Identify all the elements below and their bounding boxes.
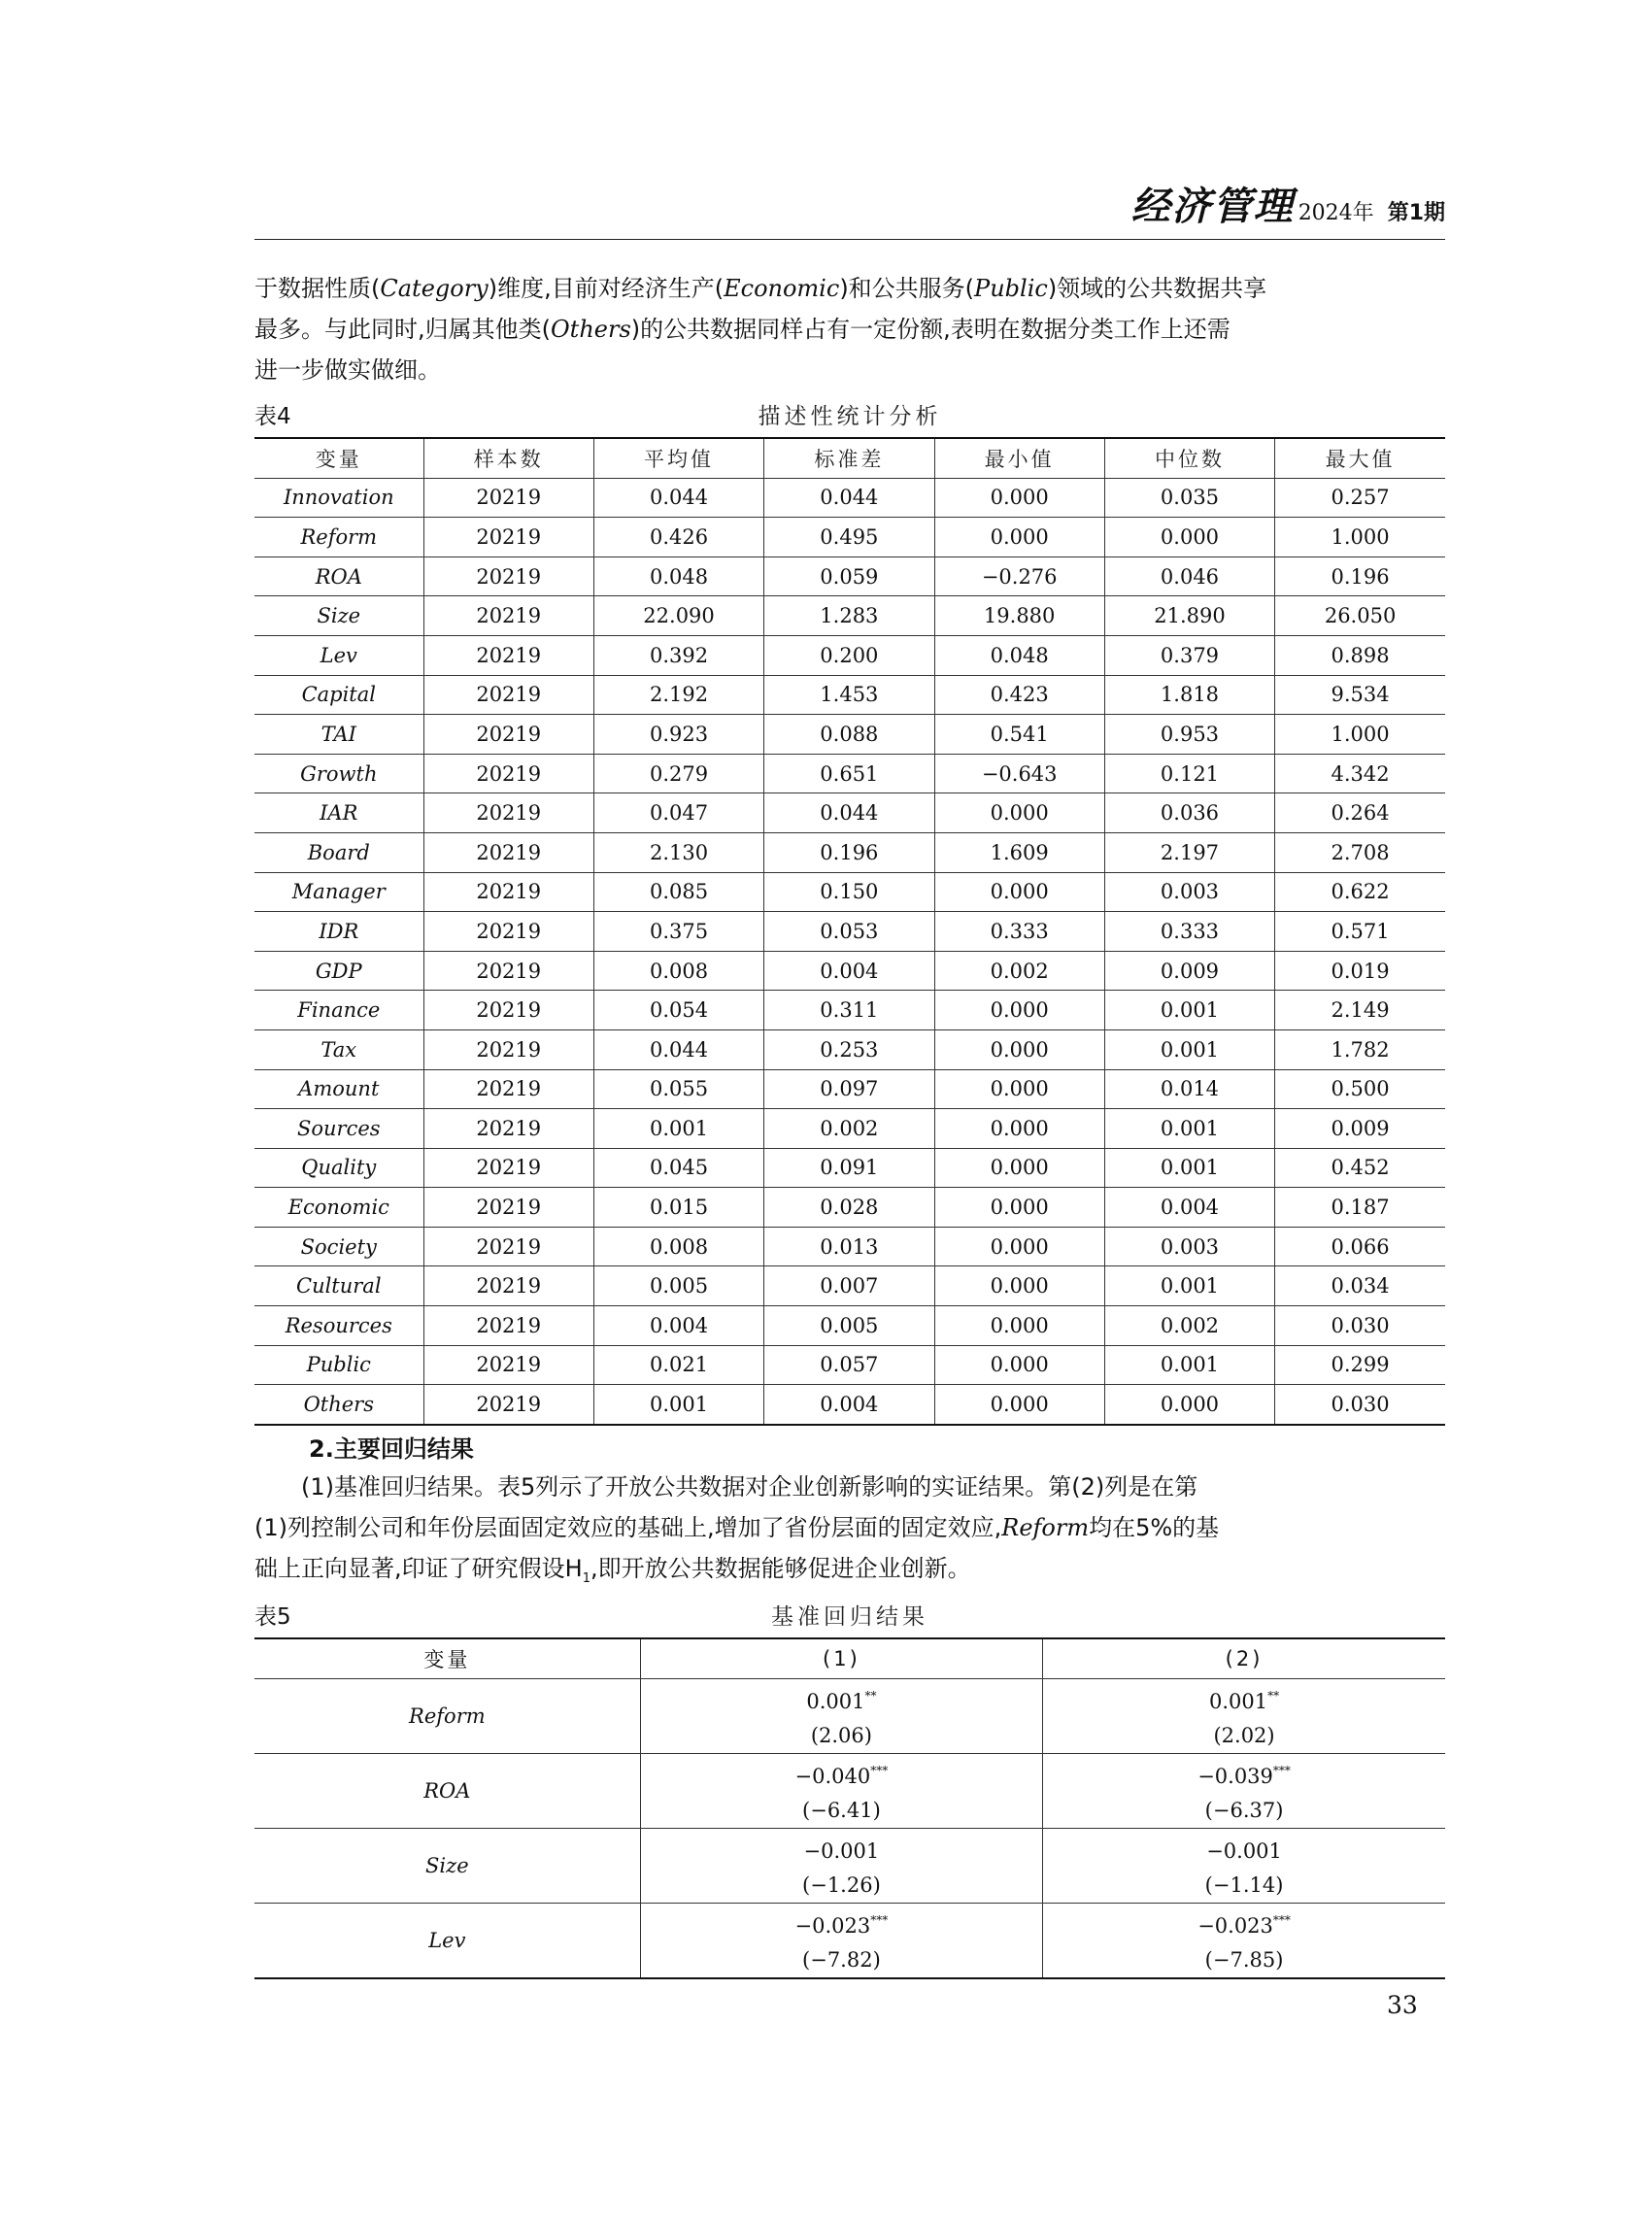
table-cell: 0.898 xyxy=(1275,635,1445,675)
table-cell: 20219 xyxy=(423,754,593,793)
coefficient-cell xyxy=(640,1829,1042,1904)
table-row xyxy=(254,635,1445,675)
text-line: (1)基准回归结果。表5列示了开放公共数据对企业创新影响的实证结果。第(2)列是在第 xyxy=(301,1473,1198,1501)
table-cell: 0.054 xyxy=(593,991,763,1030)
table-cell: 0.019 xyxy=(1275,951,1445,991)
table-row xyxy=(254,556,1445,596)
variable-name-cell: Growth xyxy=(254,754,423,793)
table-cell: 0.000 xyxy=(934,1069,1104,1109)
variable-name-cell: Reform xyxy=(254,518,423,557)
table-row xyxy=(254,793,1445,833)
table-cell: 0.044 xyxy=(593,1029,763,1069)
table4-caption xyxy=(254,398,1445,433)
variable-name-cell: Lev xyxy=(254,1904,640,1979)
table-cell: 20219 xyxy=(423,872,593,912)
coefficient-value: −0.001 xyxy=(803,1839,880,1863)
table-cell: 0.030 xyxy=(1275,1306,1445,1346)
table-cell: 1.782 xyxy=(1275,1029,1445,1069)
journal-name: 经济管理 xyxy=(1130,185,1295,229)
table-cell: 20219 xyxy=(423,1029,593,1069)
table-cell: 26.050 xyxy=(1275,596,1445,636)
t-statistic: (2.06) xyxy=(810,1724,872,1747)
table-row xyxy=(254,1385,1445,1425)
variable-name-cell: GDP xyxy=(254,951,423,991)
table-cell: 20219 xyxy=(423,951,593,991)
table-cell: 0.000 xyxy=(934,1029,1104,1069)
variable-name-cell: Size xyxy=(254,1829,640,1904)
table-row xyxy=(254,1109,1445,1149)
table-cell: 0.057 xyxy=(764,1345,934,1385)
variable-name-cell: Tax xyxy=(254,1029,423,1069)
paragraph-baseline-regression xyxy=(254,1467,1445,1600)
table-row xyxy=(254,1679,1445,1754)
table-cell: 0.013 xyxy=(764,1227,934,1266)
variable-name-cell: Cultural xyxy=(254,1266,423,1306)
table-cell: 0.008 xyxy=(593,1227,763,1266)
table-cell: 0.000 xyxy=(934,1227,1104,1266)
table-cell: 0.279 xyxy=(593,754,763,793)
table-cell: 0.379 xyxy=(1104,635,1274,675)
section-heading: 2.主要回归结果 xyxy=(309,1435,474,1463)
table-cell: 0.392 xyxy=(593,635,763,675)
variable-name-cell: Innovation xyxy=(254,478,423,518)
column-header: 标准差 xyxy=(764,438,934,478)
table-row xyxy=(254,912,1445,952)
table-cell: 0.000 xyxy=(934,872,1104,912)
t-statistic: (−7.82) xyxy=(802,1948,881,1972)
table-cell: 20219 xyxy=(423,715,593,755)
table-row xyxy=(254,1148,1445,1188)
table-cell: 0.053 xyxy=(764,912,934,952)
table-cell: 0.034 xyxy=(1275,1266,1445,1306)
table-cell: 20219 xyxy=(423,635,593,675)
table-cell: −0.643 xyxy=(934,754,1104,793)
table-cell: 0.004 xyxy=(764,1385,934,1425)
table-row xyxy=(254,518,1445,557)
table-cell: 0.000 xyxy=(1104,518,1274,557)
table-cell: 0.001 xyxy=(593,1385,763,1425)
table-cell: 0.622 xyxy=(1275,872,1445,912)
table-cell: 0.097 xyxy=(764,1069,934,1109)
table-cell: 20219 xyxy=(423,1069,593,1109)
table-cell: 0.004 xyxy=(764,951,934,991)
significance-stars: *** xyxy=(870,1764,889,1777)
table-row xyxy=(254,1904,1445,1979)
t-statistic: (−7.85) xyxy=(1204,1948,1284,1972)
table-row xyxy=(254,596,1445,636)
table-cell: 0.299 xyxy=(1275,1345,1445,1385)
table-cell: 0.121 xyxy=(1104,754,1274,793)
coefficient-cell xyxy=(1043,1754,1445,1829)
table-cell: 0.571 xyxy=(1275,912,1445,952)
table-cell: 0.044 xyxy=(764,793,934,833)
table-row xyxy=(254,832,1445,872)
column-header: 最大值 xyxy=(1275,438,1445,478)
column-header: 样本数 xyxy=(423,438,593,478)
table-row xyxy=(254,1029,1445,1069)
table-cell: 20219 xyxy=(423,478,593,518)
text-line: 最多。与此同时,归属其他类(Others)的公共数据同样占有一定份额,表明在数据分类工作上还需 xyxy=(254,316,1231,343)
variable-name-cell: IAR xyxy=(254,793,423,833)
table-cell: 2.708 xyxy=(1275,832,1445,872)
table-cell: 0.253 xyxy=(764,1029,934,1069)
table-cell: 0.000 xyxy=(934,991,1104,1030)
table-cell: 0.003 xyxy=(1104,872,1274,912)
table-cell: 20219 xyxy=(423,1148,593,1188)
variable-name-cell: Economic xyxy=(254,1188,423,1228)
column-header: (2) xyxy=(1043,1638,1445,1679)
coefficient-cell xyxy=(640,1679,1042,1754)
table-cell: 0.001 xyxy=(1104,1266,1274,1306)
column-header: 最小值 xyxy=(934,438,1104,478)
table-cell: 0.333 xyxy=(1104,912,1274,952)
table-cell: 0.001 xyxy=(1104,1148,1274,1188)
table-cell: 20219 xyxy=(423,991,593,1030)
descriptive-statistics-table xyxy=(254,437,1445,1426)
t-statistic: (−6.41) xyxy=(802,1799,881,1822)
table-cell: 0.066 xyxy=(1275,1227,1445,1266)
page-number: 33 xyxy=(1387,1991,1418,2019)
table-cell: 0.002 xyxy=(934,951,1104,991)
table-cell: 0.000 xyxy=(1104,1385,1274,1425)
t-statistic: (−6.37) xyxy=(1204,1799,1284,1822)
table-cell: 0.500 xyxy=(1275,1069,1445,1109)
table-cell: 0.002 xyxy=(764,1109,934,1149)
table-cell: 0.923 xyxy=(593,715,763,755)
table-row xyxy=(254,1069,1445,1109)
table-cell: 0.005 xyxy=(593,1266,763,1306)
table-cell: 0.001 xyxy=(1104,991,1274,1030)
table-cell: 0.000 xyxy=(934,1345,1104,1385)
coefficient-cell xyxy=(1043,1679,1445,1754)
column-header: 中位数 xyxy=(1104,438,1274,478)
table-row xyxy=(254,1188,1445,1228)
table-cell: 0.004 xyxy=(593,1306,763,1346)
significance-stars: *** xyxy=(870,1913,889,1927)
column-header: 变量 xyxy=(254,438,423,478)
journal-title-block xyxy=(1131,176,1445,231)
variable-name-cell: Amount xyxy=(254,1069,423,1109)
table-cell: 0.004 xyxy=(1104,1188,1274,1228)
table-row xyxy=(254,715,1445,755)
table-cell: 0.007 xyxy=(764,1266,934,1306)
table-cell: 0.541 xyxy=(934,715,1104,755)
table-cell: 1.609 xyxy=(934,832,1104,872)
baseline-regression-table xyxy=(254,1637,1445,1979)
table-cell: 0.000 xyxy=(934,793,1104,833)
table-row xyxy=(254,951,1445,991)
table-cell: 0.000 xyxy=(934,1385,1104,1425)
table-cell: 0.048 xyxy=(934,635,1104,675)
table5-title: 基准回归结果 xyxy=(771,1604,928,1630)
variable-name-cell: Lev xyxy=(254,635,423,675)
t-statistic: (−1.14) xyxy=(1204,1873,1284,1897)
table-cell: 20219 xyxy=(423,1306,593,1346)
table-cell: 0.001 xyxy=(1104,1029,1274,1069)
table-cell: 0.009 xyxy=(1104,951,1274,991)
table-cell: 2.197 xyxy=(1104,832,1274,872)
variable-name-cell: TAI xyxy=(254,715,423,755)
table-cell: 20219 xyxy=(423,675,593,715)
table4-number: 表4 xyxy=(254,404,291,429)
table-cell: 0.008 xyxy=(593,951,763,991)
significance-stars: ** xyxy=(864,1689,877,1703)
table-cell: 0.015 xyxy=(593,1188,763,1228)
table-row xyxy=(254,1345,1445,1385)
table-cell: 0.000 xyxy=(934,478,1104,518)
table-cell: 0.423 xyxy=(934,675,1104,715)
column-header: 变量 xyxy=(254,1638,640,1679)
variable-name-cell: Others xyxy=(254,1385,423,1425)
table-header-row xyxy=(254,438,1445,478)
table-cell: 0.036 xyxy=(1104,793,1274,833)
text-line: 础上正向显著,印证了研究假设$H_1$,即开放公共数据能够促进企业创新。 xyxy=(254,1555,971,1586)
table-cell: 1.453 xyxy=(764,675,934,715)
t-statistic: (2.02) xyxy=(1213,1724,1275,1747)
table-cell: 0.001 xyxy=(1104,1345,1274,1385)
table-cell: 0.059 xyxy=(764,556,934,596)
table-cell: 0.055 xyxy=(593,1069,763,1109)
table-cell: 20219 xyxy=(423,832,593,872)
table-header-row xyxy=(254,1638,1445,1679)
variable-name-cell: Reform xyxy=(254,1679,640,1754)
table-cell: 0.426 xyxy=(593,518,763,557)
table-row xyxy=(254,675,1445,715)
journal-year: 2024年 xyxy=(1298,201,1374,225)
variable-name-cell: ROA xyxy=(254,1754,640,1829)
variable-name-cell: Quality xyxy=(254,1148,423,1188)
table-cell: 0.375 xyxy=(593,912,763,952)
table-cell: 0.030 xyxy=(1275,1385,1445,1425)
paragraph-data-category xyxy=(254,268,1445,390)
table-cell: 0.953 xyxy=(1104,715,1274,755)
table-row xyxy=(254,754,1445,793)
variable-name-cell: Size xyxy=(254,596,423,636)
table-cell: 2.192 xyxy=(593,675,763,715)
table-row xyxy=(254,1266,1445,1306)
running-header xyxy=(254,183,1445,240)
table-cell: 0.000 xyxy=(934,1266,1104,1306)
table-cell: 20219 xyxy=(423,556,593,596)
table-cell: 0.021 xyxy=(593,1345,763,1385)
table-cell: 0.196 xyxy=(1275,556,1445,596)
table-cell: 0.264 xyxy=(1275,793,1445,833)
table-cell: 1.818 xyxy=(1104,675,1274,715)
table-cell: 0.048 xyxy=(593,556,763,596)
text-line: 于数据性质(Category)维度,目前对经济生产(Economic)和公共服务(Public)领域的公共数据共享 xyxy=(254,275,1267,302)
variable-name-cell: Finance xyxy=(254,991,423,1030)
table-cell: 0.333 xyxy=(934,912,1104,952)
variable-name-cell: ROA xyxy=(254,556,423,596)
table-cell: 0.000 xyxy=(934,1306,1104,1346)
significance-stars: *** xyxy=(1272,1913,1291,1927)
variable-name-cell: Resources xyxy=(254,1306,423,1346)
table-row xyxy=(254,1227,1445,1266)
table-row xyxy=(254,1306,1445,1346)
table-cell: 0.091 xyxy=(764,1148,934,1188)
table-cell: 0.045 xyxy=(593,1148,763,1188)
table-cell: 0.150 xyxy=(764,872,934,912)
table-cell: 20219 xyxy=(423,1188,593,1228)
table-cell: 0.452 xyxy=(1275,1148,1445,1188)
table5-number: 表5 xyxy=(254,1604,291,1630)
table-cell: 1.000 xyxy=(1275,518,1445,557)
table-cell: 20219 xyxy=(423,1266,593,1306)
table-cell: 0.028 xyxy=(764,1188,934,1228)
table-cell: 9.534 xyxy=(1275,675,1445,715)
table-cell: 0.001 xyxy=(1104,1109,1274,1149)
significance-stars: *** xyxy=(1272,1764,1291,1777)
table-cell: 0.085 xyxy=(593,872,763,912)
table-cell: 0.495 xyxy=(764,518,934,557)
variable-name-cell: Society xyxy=(254,1227,423,1266)
table-cell: 1.000 xyxy=(1275,715,1445,755)
table-cell: 0.005 xyxy=(764,1306,934,1346)
coefficient-value: −0.040 xyxy=(794,1765,871,1788)
table-row xyxy=(254,478,1445,518)
variable-name-cell: Sources xyxy=(254,1109,423,1149)
t-statistic: (−1.26) xyxy=(802,1873,881,1897)
table-cell: 4.342 xyxy=(1275,754,1445,793)
table4-title: 描述性统计分析 xyxy=(758,404,942,429)
table-cell: 20219 xyxy=(423,518,593,557)
table-cell: 20219 xyxy=(423,1385,593,1425)
table-cell: 0.200 xyxy=(764,635,934,675)
variable-name-cell: IDR xyxy=(254,912,423,952)
table-row xyxy=(254,872,1445,912)
table-row xyxy=(254,1754,1445,1829)
journal-issue: 第1期 xyxy=(1387,201,1445,225)
table-cell: 2.149 xyxy=(1275,991,1445,1030)
table-cell: −0.276 xyxy=(934,556,1104,596)
table-cell: 20219 xyxy=(423,1345,593,1385)
coefficient-value: 0.001 xyxy=(806,1690,865,1713)
table-cell: 0.000 xyxy=(934,1188,1104,1228)
coefficient-value: 0.001 xyxy=(1208,1690,1268,1713)
table-cell: 0.088 xyxy=(764,715,934,755)
variable-name-cell: Manager xyxy=(254,872,423,912)
table-cell: 0.196 xyxy=(764,832,934,872)
significance-stars: ** xyxy=(1267,1689,1280,1703)
table-cell: 2.130 xyxy=(593,832,763,872)
table-cell: 0.014 xyxy=(1104,1069,1274,1109)
table5-caption xyxy=(254,1599,1445,1634)
table-cell: 0.002 xyxy=(1104,1306,1274,1346)
table-cell: 0.009 xyxy=(1275,1109,1445,1149)
coefficient-cell xyxy=(1043,1829,1445,1904)
coefficient-value: −0.039 xyxy=(1197,1765,1273,1788)
table-cell: 19.880 xyxy=(934,596,1104,636)
table-cell: 0.187 xyxy=(1275,1188,1445,1228)
table-cell: 20219 xyxy=(423,1109,593,1149)
text-line: 进一步做实做细。 xyxy=(254,356,441,384)
coefficient-value: −0.023 xyxy=(794,1914,871,1938)
variable-name-cell: Board xyxy=(254,832,423,872)
column-header: 平均值 xyxy=(593,438,763,478)
table-cell: 1.283 xyxy=(764,596,934,636)
table-cell: 0.046 xyxy=(1104,556,1274,596)
text-line: (1)列控制公司和年份层面固定效应的基础上,增加了省份层面的固定效应,Reform均在5%的基 xyxy=(254,1514,1220,1541)
coefficient-cell xyxy=(640,1904,1042,1979)
coefficient-value: −0.023 xyxy=(1197,1914,1273,1938)
table-row xyxy=(254,1829,1445,1904)
table-cell: 0.651 xyxy=(764,754,934,793)
column-header: (1) xyxy=(640,1638,1042,1679)
table-cell: 20219 xyxy=(423,596,593,636)
table-cell: 0.044 xyxy=(764,478,934,518)
table-cell: 20219 xyxy=(423,793,593,833)
table-cell: 0.047 xyxy=(593,793,763,833)
table-cell: 0.000 xyxy=(934,1109,1104,1149)
coefficient-cell xyxy=(640,1754,1042,1829)
table-cell: 0.003 xyxy=(1104,1227,1274,1266)
table-cell: 0.001 xyxy=(593,1109,763,1149)
table-cell: 0.000 xyxy=(934,1148,1104,1188)
table-cell: 0.035 xyxy=(1104,478,1274,518)
table-cell: 0.257 xyxy=(1275,478,1445,518)
table-cell: 20219 xyxy=(423,912,593,952)
variable-name-cell: Public xyxy=(254,1345,423,1385)
variable-name-cell: Capital xyxy=(254,675,423,715)
coefficient-value: −0.001 xyxy=(1206,1839,1282,1863)
table-cell: 0.044 xyxy=(593,478,763,518)
table-cell: 0.311 xyxy=(764,991,934,1030)
table-row xyxy=(254,991,1445,1030)
table-cell: 22.090 xyxy=(593,596,763,636)
coefficient-cell xyxy=(1043,1904,1445,1979)
table-cell: 20219 xyxy=(423,1227,593,1266)
table-cell: 0.000 xyxy=(934,518,1104,557)
table-cell: 21.890 xyxy=(1104,596,1274,636)
